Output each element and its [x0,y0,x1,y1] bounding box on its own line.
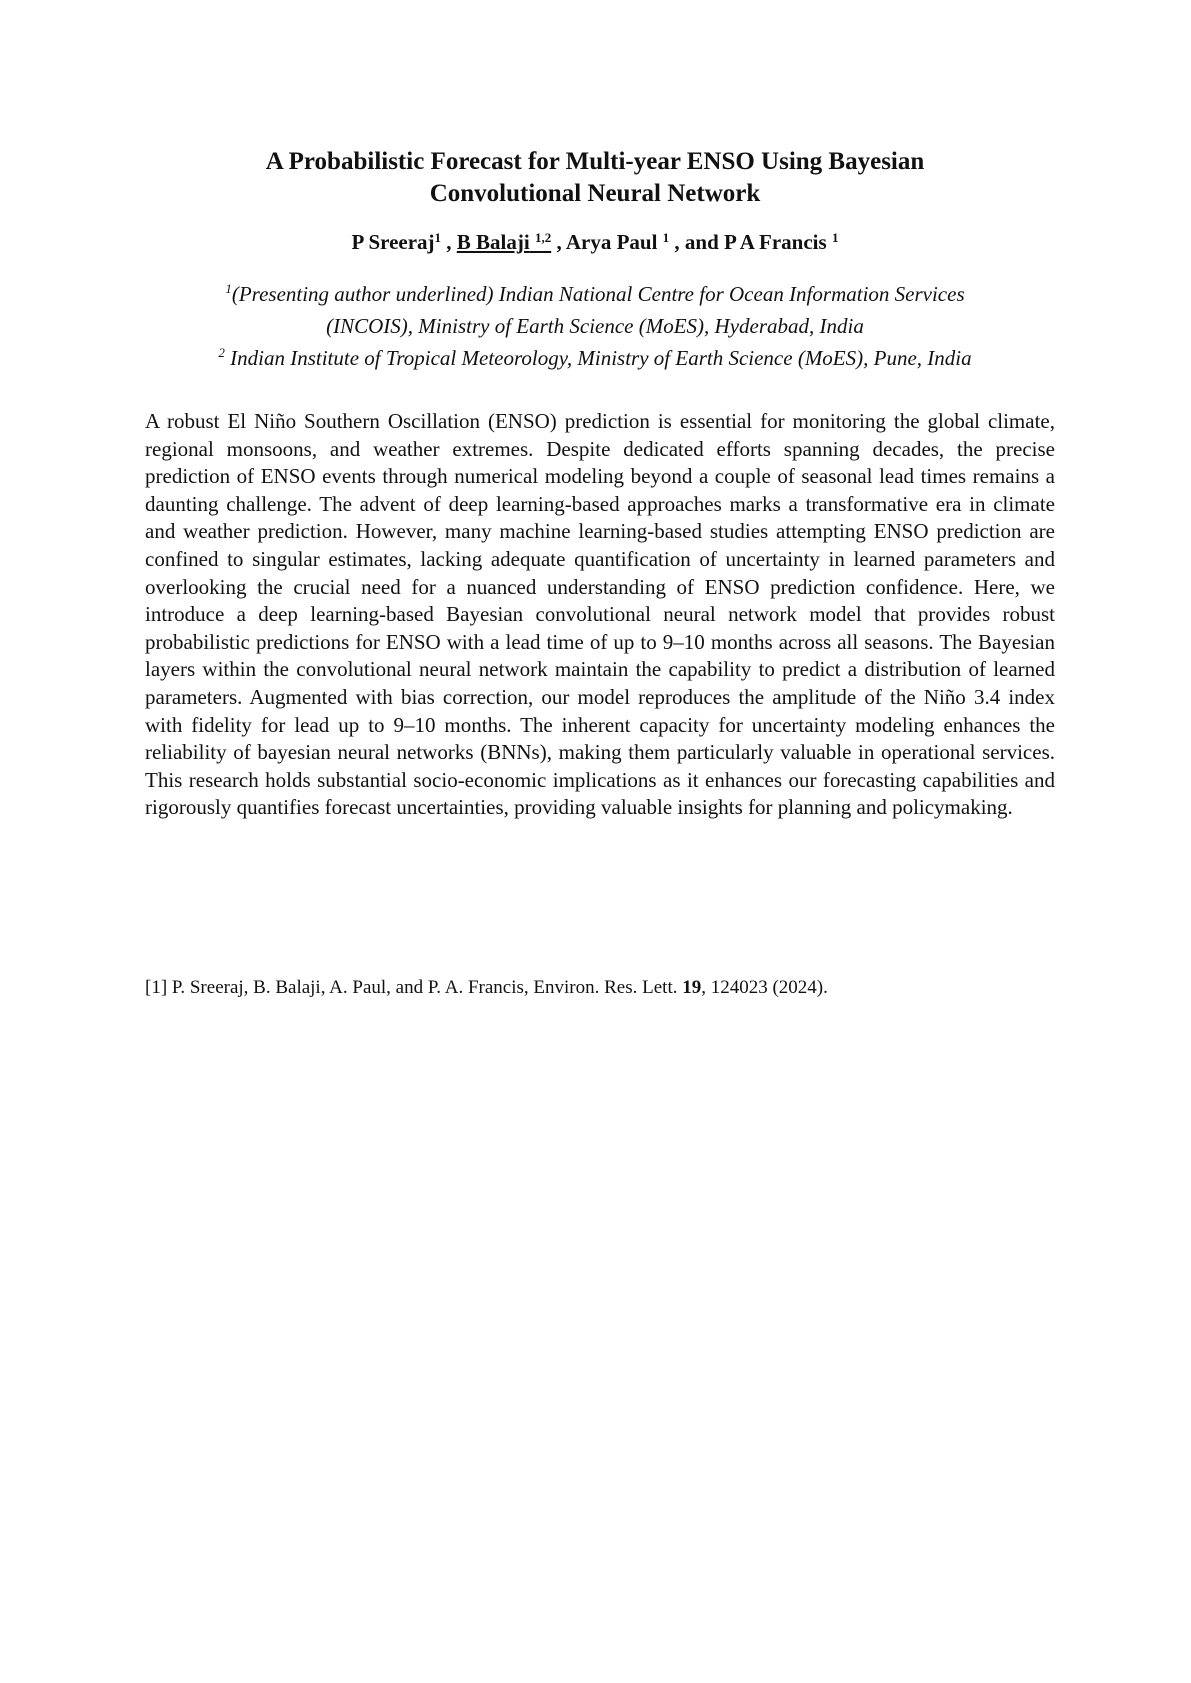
author-separator: , [441,230,457,254]
reference-volume: 19 [682,977,702,998]
affiliation-2: $^2$ Indian Institute of Tropical Meteorology, Ministry of Earth Science (MoES), Pune, India [218,345,972,370]
title-line-1: A Probabilistic Forecast for Multi-year ENSO Using Bayesian [265,148,925,175]
abstract-text: A robust El Niño Southern Oscillation (ENSO) prediction is essential for monitoring the global climate, regional monsoons, and weather extremes. Despite dedicated efforts spanning decades, the precise prediction of ENSO events through numerical modeling beyond a couple of seasonal lead times remains a daunting challenge. The advent of deep learning-based approaches marks a transformative era in climate and weather prediction. However, many machine learning-based studies attempting ENSO prediction are confined to singular estimates, lacking adequate quantification of uncertainty in learned parameters and overlooking the crucial need for a nuanced understanding of ENSO prediction confidence. Here, we introduce a deep learning-based Bayesian convolutional neural network model that provides robust probabilistic predictions for ENSO with a lead time of up to 9–10 months across all seasons. The Bayesian layers within the convolutional neural network maintain the capability to predict a distribution of learned parameters. Augmented with bias correction, our model reproduces the amplitude of the Niño 3.4 index with fidelity for lead up to 9–10 months. The inherent capacity for uncertainty modeling enhances the reliability of bayesian neural networks (BNNs), making them particularly valuable in operational services. This research holds substantial socio-economic implications as it enhances our forecasting capabilities and rigorously quantifies forecast uncertainties, providing valuable insights for planning and policymaking. [145,409,1055,820]
author: Arya Paul $^1$ [565,230,670,254]
reference-1: [1] P. Sreeraj, B. Balaji, A. Paul, and P. A. Francis, Environ. Res. Lett. 19, 124023 (2024). [145,977,828,998]
affiliation-1-line-1: $^1$(Presenting author underlined) Indian National Centre for Ocean Information Services [225,281,965,306]
author-presenting: B Balaji $^{1,2}$ [456,230,552,254]
affiliation-1-line-2: (INCOIS), Ministry of Earth Science (MoES), Hyderabad, India [326,314,864,338]
author-separator: , and [669,230,725,254]
author: P A Francis $^1$ [724,230,839,254]
title-line-2: Convolutional Neural Network [429,180,761,207]
paper-title [195,146,995,210]
author: P Sreeraj$^1$ [351,230,442,254]
affiliations [145,278,1045,374]
author-separator: , [551,230,566,254]
author-list [195,228,995,256]
